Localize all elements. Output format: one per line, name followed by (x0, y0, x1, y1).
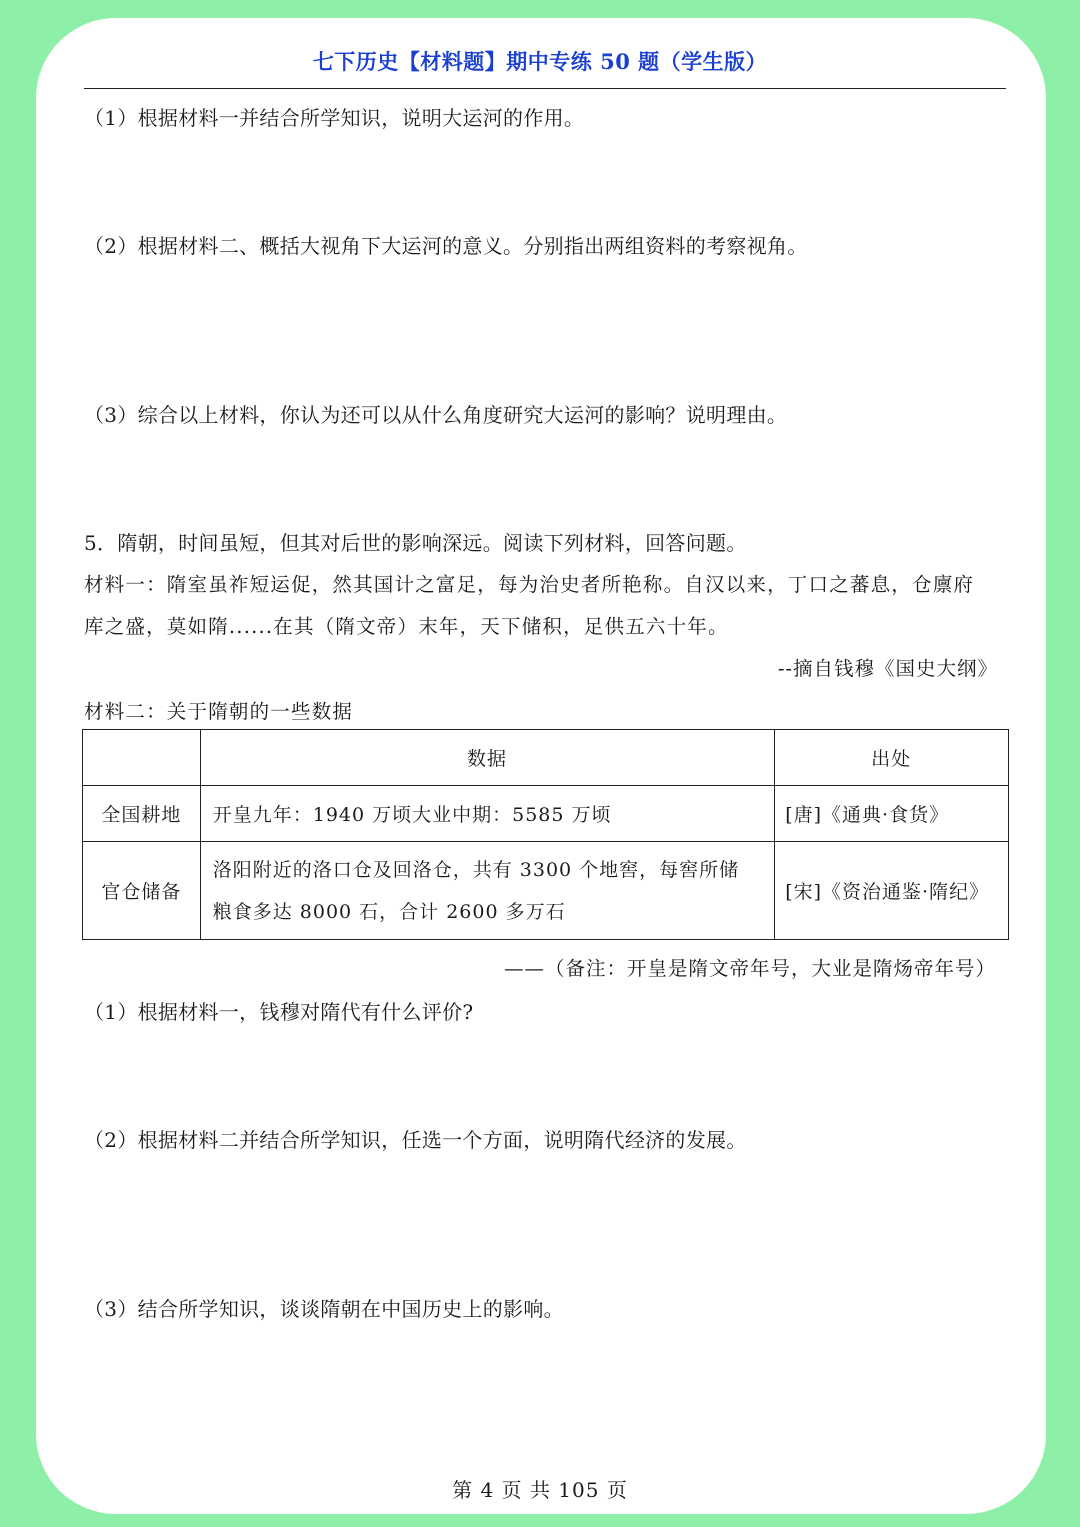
table-header-cell: 数据 (200, 730, 775, 786)
table-row (83, 842, 1009, 940)
table-cell-data (200, 842, 775, 940)
table-cell-source: [宋]《资治通鉴·隋纪》 (775, 842, 1009, 940)
q4-question-1: （1）根据材料一并结合所学知识，说明大运河的作用。 (84, 106, 585, 130)
q4-question-2: （2）根据材料二、概括大视角下大运河的意义。分别指出两组资料的考察视角。 (84, 234, 808, 258)
table-header-cell: 出处 (775, 730, 1009, 786)
q5-material1-line1: 材料一：隋室虽祚短运促，然其国计之富足，每为治史者所艳称。自汉以来，丁口之蕃息，仓廪府 (84, 573, 975, 596)
table-cell-source: [唐]《通典·食货》 (775, 786, 1009, 842)
table-cell-data: 开皇九年：1940 万顷大业中期：5585 万顷 (200, 786, 775, 842)
table-cell-data-line: 粮食多达 8000 石，合计 2600 多万石 (212, 900, 566, 923)
q4-question-3: （3）综合以上材料，你认为还可以从什么角度研究大运河的影响？说明理由。 (84, 403, 788, 427)
page-footer: 第 4 页 共 105 页 (452, 1478, 628, 1502)
q5-stem: 5．隋朝，时间虽短，但其对后世的影响深远。阅读下列材料，回答问题。 (84, 531, 747, 555)
page-header-title: 七下历史【材料题】期中专练 50 题（学生版） (312, 49, 768, 74)
q5-question-1: （1）根据材料一，钱穆对隋代有什么评价? (84, 1000, 474, 1024)
table-header-row (83, 730, 1009, 786)
table-row (83, 786, 1009, 842)
q5-material1-source: --摘自钱穆《国史大纲》 (777, 657, 998, 680)
header-divider (84, 88, 1006, 89)
table-cell-data-line: 洛阳附近的洛口仓及回洛仓，共有 3300 个地窖，每窖所储 (212, 858, 740, 881)
q5-material1-line2: 库之盛，莫如隋......在其（隋文帝）末年，天下储积，足供五六十年。 (84, 615, 729, 638)
q5-question-2: （2）根据材料二并结合所学知识，任选一个方面，说明隋代经济的发展。 (84, 1128, 747, 1152)
table-cell-label: 官仓储备 (83, 842, 201, 940)
table-cell-label: 全国耕地 (83, 786, 201, 842)
q5-table-note: ——（备注：开皇是隋文帝年号，大业是隋炀帝年号） (503, 957, 996, 980)
q5-question-3: （3）结合所学知识，谈谈隋朝在中国历史上的影响。 (84, 1297, 564, 1321)
sui-data-table (82, 729, 1009, 940)
table-header-cell (83, 730, 201, 786)
q5-material2-title: 材料二：关于隋朝的一些数据 (84, 700, 354, 723)
